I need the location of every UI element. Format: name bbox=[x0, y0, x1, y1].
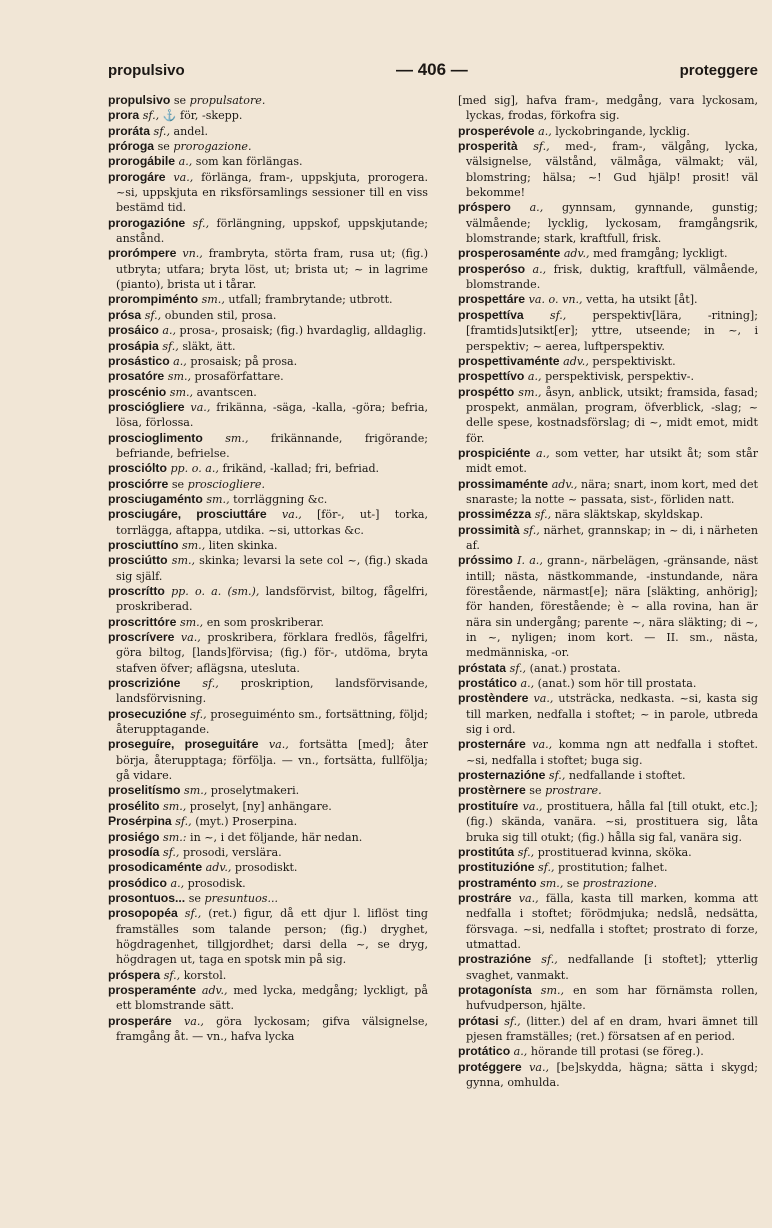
grammar-label: sf., bbox=[144, 308, 162, 322]
dictionary-entry bbox=[458, 860, 758, 875]
translation: proskribera, förklara fredlös, fågelfri, göra biltog, [lands]förvisa; (fig.) för-, utdöma, bryta stafven öfver; aflägsna, utesluta. bbox=[116, 631, 428, 675]
grammar-label: a., bbox=[162, 324, 177, 338]
dictionary-entry bbox=[108, 477, 428, 492]
grammar-label: va. o. vn., bbox=[528, 293, 583, 307]
grammar-label: sm.: bbox=[163, 830, 187, 844]
translation: perspektiviskt. bbox=[592, 354, 676, 368]
headword: prostèndere bbox=[458, 691, 529, 706]
translation: en som proskriberar. bbox=[206, 615, 324, 629]
dictionary-entry bbox=[108, 108, 428, 123]
grammar-label: sm., bbox=[540, 983, 565, 997]
headword: prosontuos... bbox=[108, 890, 186, 905]
grammar-label: va., bbox=[529, 1060, 550, 1074]
translation: (anat.) prostata. bbox=[529, 661, 621, 675]
headword: prosciugaménto bbox=[108, 491, 203, 506]
grammar-label: sf., bbox=[175, 815, 192, 829]
headword: protático bbox=[458, 1044, 511, 1059]
grammar-label: adv., bbox=[201, 983, 228, 997]
grammar-label: a., bbox=[513, 1045, 528, 1059]
dictionary-entry bbox=[108, 170, 428, 216]
headword: prosperaménte bbox=[108, 982, 197, 997]
dictionary-entry bbox=[108, 891, 428, 906]
headword: prosciógliere bbox=[108, 399, 185, 414]
dictionary-entry bbox=[108, 1014, 428, 1045]
headword: prosopopéa bbox=[108, 906, 178, 921]
dictionary-entry bbox=[108, 553, 428, 584]
page-number: — 406 — bbox=[396, 60, 468, 79]
grammar-label: sm., bbox=[184, 784, 208, 798]
headword: próroga bbox=[108, 139, 155, 154]
dictionary-entry bbox=[108, 139, 428, 154]
cross-reference: prorogazione. bbox=[173, 140, 252, 154]
grammar-label: sm., bbox=[201, 293, 225, 307]
dictionary-entry bbox=[458, 124, 758, 139]
translation: gynnsam, gynnande, gunstig; välmående; lycklig, lyckosam, framgångsrik, blomstrande; stark, kraftfull, frisk. bbox=[466, 201, 758, 246]
headword: propulsivo bbox=[108, 93, 171, 107]
translation: nedfallande i stoftet. bbox=[568, 769, 686, 783]
dictionary-entry bbox=[108, 906, 428, 967]
dictionary-entry bbox=[108, 216, 428, 247]
headword: prosélito bbox=[108, 798, 160, 813]
dictionary-entry bbox=[108, 461, 428, 476]
headword: prosáico bbox=[108, 323, 159, 338]
grammar-label: va., bbox=[180, 631, 201, 645]
headword: Prosérpina bbox=[108, 814, 172, 829]
grammar-label: sm., bbox=[167, 370, 192, 384]
headword: prosciugáre, prosciuttáre bbox=[108, 507, 267, 522]
grammar-label: sf., bbox=[190, 707, 207, 721]
dictionary-entry bbox=[458, 1014, 758, 1045]
dictionary-entry bbox=[458, 799, 758, 845]
dictionary-entry bbox=[108, 799, 428, 814]
grammar-label: sm., bbox=[179, 615, 204, 629]
translation: nära släktskap, skyldskap. bbox=[554, 508, 704, 522]
translation: prostitution; falhet. bbox=[558, 861, 668, 875]
grammar-label: a., bbox=[520, 677, 535, 691]
translation: prosodiskt. bbox=[234, 861, 298, 875]
translation: perspektivisk, perspektiv-. bbox=[545, 370, 695, 384]
grammar-label: sf., bbox=[548, 769, 566, 783]
headword: prosciólto bbox=[108, 461, 167, 476]
headword: prorómpere bbox=[108, 246, 177, 261]
headword: proscioglimento bbox=[108, 430, 203, 445]
headword: prosodía bbox=[108, 844, 160, 859]
left-column bbox=[108, 93, 428, 1208]
translation: frikänna, -säga, -kalla, -göra; befria, lösa, förlossa. bbox=[116, 400, 428, 430]
dictionary-entry bbox=[458, 262, 758, 293]
translation: ⚓ för, -skepp. bbox=[162, 109, 243, 123]
headword: prostático bbox=[458, 676, 517, 691]
headword: prosecuzióne bbox=[108, 706, 187, 721]
grammar-label: sm., bbox=[518, 385, 542, 399]
headword: prosápia bbox=[108, 338, 159, 353]
dictionary-entry bbox=[108, 492, 428, 507]
headword: protagonísta bbox=[458, 982, 532, 997]
grammar-label: va., bbox=[281, 508, 302, 522]
grammar-label: sf., bbox=[504, 1014, 521, 1028]
translation: [för-, ut-] torka, torrlägga, aftappa, utdika. ~si, uttorkas &c. bbox=[116, 508, 428, 537]
translation: som kan förlängas. bbox=[195, 155, 303, 169]
translation: perspektiv[lära, -ritning]; [framtids]utsikt[er]; yttre, utseende; in ~, i perspektiv; ~ aerea, luftperspektiv. bbox=[466, 308, 758, 353]
grammar-label: sf., bbox=[184, 907, 202, 921]
translation: nära; snart, inom kort, med det snaraste; la notte ~ passata, sist-, förliden natt. bbox=[466, 477, 758, 506]
dictionary-entry bbox=[108, 860, 428, 875]
translation: prostituera, hålla fal [till otukt, etc.]; (fig.) skända, vanära. ~si, prostituera sig, låta bruka sig till otukt; (fig.) hålla sig fal, vanära sig. bbox=[466, 799, 758, 844]
grammar-label: sf., bbox=[549, 308, 567, 322]
grammar-label: sm., bbox=[171, 554, 196, 568]
headword: prossimaménte bbox=[458, 476, 549, 491]
headword: próstata bbox=[458, 660, 507, 675]
headword: próssimo bbox=[458, 553, 513, 568]
grammar-label: vn., bbox=[182, 247, 203, 261]
dictionary-entry bbox=[458, 768, 758, 783]
headword: próspero bbox=[458, 200, 511, 215]
translation: se bbox=[157, 140, 170, 154]
page-header bbox=[108, 58, 758, 82]
translation: skinka; levarsi la sete col ~, (fig.) skada sig själf. bbox=[116, 554, 428, 583]
grammar-label: adv., bbox=[563, 354, 589, 368]
translation: fortsätta [med]; åter börja, återupptaga; förfölja. — vn., fortsätta, fullfölja; gå vidare. bbox=[116, 738, 428, 783]
translation: prosa-, prosaisk; (fig.) hvardaglig, alldaglig. bbox=[179, 324, 427, 338]
headword: prosciórre bbox=[108, 476, 169, 491]
dictionary-entry bbox=[458, 737, 758, 768]
cross-reference: propulsatore. bbox=[189, 94, 266, 107]
grammar-label: a., bbox=[536, 446, 550, 460]
dictionary-entry bbox=[108, 385, 428, 400]
translation: se bbox=[529, 784, 542, 798]
translation: prosaförfattare. bbox=[194, 370, 284, 384]
grammar-label: va., bbox=[518, 891, 539, 905]
headword: prostituíre bbox=[458, 798, 519, 813]
translation: släkt, ätt. bbox=[182, 339, 236, 353]
headword: prostrazióne bbox=[458, 952, 532, 967]
right-column bbox=[458, 93, 758, 1208]
translation: som vetter, har utsikt åt; som står midt emot. bbox=[466, 446, 758, 476]
grammar-label: sf., bbox=[538, 861, 555, 875]
grammar-label: a., bbox=[170, 876, 185, 890]
translation: frikänd, -kallad; fri, befriad. bbox=[222, 462, 380, 476]
translation: korstol. bbox=[183, 968, 227, 982]
headword: prosperáre bbox=[108, 1013, 172, 1028]
translation: (anat.) som hör till prostata. bbox=[537, 677, 697, 691]
dictionary-entry bbox=[108, 538, 428, 553]
dictionary-entry bbox=[458, 139, 758, 200]
dictionary-entry bbox=[458, 507, 758, 522]
headword: prosciuttíno bbox=[108, 537, 179, 552]
cross-reference: prosciogliere. bbox=[187, 477, 265, 491]
grammar-label: sf., bbox=[533, 140, 550, 154]
headword: proscrittóre bbox=[108, 614, 177, 629]
grammar-label: sm., bbox=[225, 431, 249, 445]
translation: närhet, grannskap; in ~ di, i närheten af. bbox=[466, 523, 758, 552]
grammar-label: va., bbox=[190, 400, 211, 414]
grammar-label: I. a., bbox=[517, 554, 543, 568]
translation: göra lyckosam; gifva välsignelse, framgång åt. — vn., hafva lycka bbox=[116, 1014, 428, 1043]
dictionary-entry bbox=[108, 93, 428, 108]
grammar-label: a., bbox=[529, 201, 544, 215]
headword: protéggere bbox=[458, 1059, 522, 1074]
grammar-label: sm., bbox=[540, 876, 564, 890]
headword: prosperévole bbox=[458, 123, 535, 138]
dictionary-entry bbox=[108, 369, 428, 384]
translation: in ~, i det följande, här nedan. bbox=[190, 830, 363, 844]
grammar-label: sf., bbox=[153, 124, 170, 138]
dictionary-entry bbox=[108, 630, 428, 676]
dictionary-entry bbox=[108, 830, 428, 845]
headword: prorompiménto bbox=[108, 292, 199, 307]
headword: prosiégo bbox=[108, 829, 160, 844]
grammar-label: va., bbox=[533, 692, 554, 706]
translation: obunden stil, prosa. bbox=[164, 308, 277, 322]
headword: prostráre bbox=[458, 890, 512, 905]
headword: prospétto bbox=[458, 384, 515, 399]
dictionary-entry bbox=[458, 446, 758, 477]
headword: prostituzióne bbox=[458, 860, 535, 875]
dictionary-entry bbox=[108, 507, 428, 538]
translation: förlängning, uppskof, uppskjutande; anstånd. bbox=[116, 216, 428, 246]
guide-word-right: proteggere bbox=[679, 62, 758, 79]
headword: proscénio bbox=[108, 384, 167, 399]
grammar-label: sf., bbox=[541, 953, 558, 967]
grammar-label: sm., bbox=[169, 385, 194, 399]
headword: proráta bbox=[108, 123, 150, 138]
grammar-label: sf., bbox=[192, 216, 210, 230]
dictionary-entry bbox=[108, 354, 428, 369]
headword: prosciútto bbox=[108, 553, 168, 568]
headword: prospettívo bbox=[458, 369, 525, 384]
translation: landsförvist, biltog, fågelfri, proskriberad. bbox=[116, 585, 428, 614]
translation: torrläggning &c. bbox=[233, 492, 328, 506]
translation: proselytmakeri. bbox=[210, 784, 300, 798]
dictionary-entry bbox=[458, 246, 758, 261]
headword: prospiciénte bbox=[458, 445, 531, 460]
translation: prosodisk. bbox=[187, 876, 246, 890]
grammar-label: va., bbox=[522, 799, 543, 813]
translation: proseguiménto sm., fortsättning, följd; återupptagande. bbox=[116, 707, 428, 737]
headword: prosatóre bbox=[108, 369, 165, 384]
dictionary-entry bbox=[108, 783, 428, 798]
grammar-label: va., bbox=[183, 1014, 204, 1028]
dictionary-entry bbox=[108, 983, 428, 1014]
dictionary-entry bbox=[458, 477, 758, 508]
grammar-label: sf., bbox=[162, 339, 179, 353]
grammar-label: sf., bbox=[142, 109, 160, 123]
dictionary-entry bbox=[108, 845, 428, 860]
translation: (litter.) del af en dram, hvari ämnet till pjesen framställes; (ret.) försatsen af en period. bbox=[466, 1014, 758, 1043]
translation: se bbox=[188, 891, 201, 905]
translation: fälla, kasta till marken, komma att nedfalla i stoftet; förödmjuka; nedslå, nedsätta, försvaga. ~si, nedfalla i stoftet; prostrato di forze, utmattad. bbox=[466, 891, 758, 951]
translation: avantscen. bbox=[196, 385, 257, 399]
grammar-label: a., bbox=[173, 354, 187, 368]
translation: nedfallande [i stoftet]; ytterlig svaghet, vanmakt. bbox=[466, 953, 758, 982]
headword: prora bbox=[108, 108, 140, 123]
headword: proscrívere bbox=[108, 630, 175, 645]
headword: prosperosaménte bbox=[458, 246, 561, 261]
headword: prosternáre bbox=[458, 737, 526, 752]
dictionary-entry bbox=[458, 661, 758, 676]
translation: åsyn, anblick, utsikt; framsida, fasad; prospekt, anmälan, program, öfverblick, -slag; ~ delle spese, kostnadsförslag; di ~, midt emot, midt för. bbox=[466, 385, 758, 445]
dictionary-entry bbox=[108, 154, 428, 169]
dictionary-entry bbox=[108, 308, 428, 323]
headword: prosperità bbox=[458, 139, 518, 154]
dictionary-entry bbox=[458, 676, 758, 691]
dictionary-entry bbox=[108, 431, 428, 462]
translation: [med sig], hafva fram-, medgång, vara lyckosam, lyckas, frodas, förkofra sig. bbox=[458, 94, 758, 123]
dictionary-entry bbox=[458, 553, 758, 660]
dictionary-entry bbox=[458, 292, 758, 307]
dictionary-entry bbox=[108, 707, 428, 738]
translation: se bbox=[173, 94, 187, 107]
translation: (ret.) figur, då ett djur l. liflöst ting framställes som talande person; (fig.) dryghet, högdragenhet, tillgjordhet; darsi della ~, se dryg, högdragen ut, taga en spotsk min på sig. bbox=[116, 907, 428, 967]
translation: [be]skydda, hägna; sätta i skygd; gynna, omhulda. bbox=[466, 1060, 758, 1089]
headword: prossimézza bbox=[458, 507, 532, 522]
translation: proskription, landsförvisande, landsförvisning. bbox=[116, 677, 428, 706]
translation: grann-, närbelägen, -gränsande, näst intill; nästa, nästkommande, -instundande, nära förestående, närmast[e]; nära [släkting, anhörig]; för handen, förestående; è ~ alla rovina, han är nära sin undergång; parente ~, nära släkting; di ~, in ~, nyligen; inom kort. — II. sm., nästa, medmänniska, -or. bbox=[466, 554, 758, 660]
grammar-label: sf., bbox=[202, 677, 219, 691]
translation: komma ngn att nedfalla i stoftet. ~si, nedfalla i stoftet; buga sig. bbox=[466, 738, 758, 767]
headword: prosódico bbox=[108, 875, 167, 890]
grammar-label: sf., bbox=[523, 523, 540, 537]
translation: vetta, ha utsikt [åt]. bbox=[586, 293, 698, 307]
translation: se bbox=[171, 477, 185, 491]
grammar-label: sf., bbox=[534, 508, 552, 522]
dictionary-entry bbox=[108, 124, 428, 139]
dictionary-entry bbox=[458, 952, 758, 983]
dictionary-entry bbox=[108, 968, 428, 983]
grammar-label: adv., bbox=[205, 861, 232, 875]
grammar-label: a., bbox=[527, 370, 542, 384]
dictionary-entry bbox=[458, 308, 758, 354]
dictionary-entry bbox=[108, 876, 428, 891]
headword: prósa bbox=[108, 307, 142, 322]
grammar-label: a., bbox=[178, 155, 193, 169]
dictionary-entry bbox=[108, 292, 428, 307]
translation: utsträcka, nedkasta. ~si, kasta sig till marken, nedfalla i stoftet; ~ in parole, utbreda sig i ord. bbox=[466, 692, 758, 737]
dictionary-entry bbox=[458, 1044, 758, 1059]
grammar-label: sm., bbox=[163, 799, 187, 813]
translation: prosodi, verslära. bbox=[183, 845, 282, 859]
dictionary-entry bbox=[458, 983, 758, 1014]
grammar-label: a., bbox=[538, 124, 552, 138]
headword: prospettíva bbox=[458, 307, 524, 322]
grammar-label: sm., bbox=[206, 492, 230, 506]
dictionary-entry bbox=[458, 891, 758, 952]
grammar-label: sf., bbox=[163, 968, 181, 982]
grammar-label: sf., bbox=[163, 845, 180, 859]
cross-reference: prostrazione. bbox=[582, 876, 658, 890]
headword: prosperóso bbox=[458, 261, 526, 276]
dictionary-entry bbox=[108, 615, 428, 630]
guide-word-left: propulsivo bbox=[108, 62, 185, 79]
dictionary-entry bbox=[458, 93, 758, 124]
headword: prorogábile bbox=[108, 154, 176, 169]
translation: proselyt, [ny] anhängare. bbox=[189, 799, 332, 813]
grammar-label: va., bbox=[173, 170, 194, 184]
headword: prosternazióne bbox=[458, 768, 546, 783]
dictionary-entry bbox=[108, 814, 428, 829]
headword: prostraménto bbox=[458, 875, 537, 890]
translation: se bbox=[566, 876, 580, 890]
translation: utfall; frambrytande; utbrott. bbox=[228, 293, 393, 307]
translation: förlänga, fram-, uppskjuta, prorogera. ~si, uppskjuta en riksförsamlings sessioner till en viss bestämd tid. bbox=[116, 170, 428, 215]
cross-reference: presuntuos... bbox=[204, 891, 279, 905]
dictionary-entry bbox=[458, 783, 758, 798]
grammar-label: a., bbox=[532, 262, 547, 276]
headword: prosástico bbox=[108, 353, 170, 368]
headword: prostitúta bbox=[458, 844, 515, 859]
grammar-label: va., bbox=[532, 738, 553, 752]
translation: hörande till protasi (se föreg.). bbox=[530, 1045, 704, 1059]
dictionary-entry bbox=[108, 323, 428, 338]
dictionary-entry bbox=[108, 400, 428, 431]
cross-reference: prostrare. bbox=[545, 784, 602, 798]
dictionary-entry bbox=[458, 523, 758, 554]
dictionary-entry bbox=[458, 691, 758, 737]
headword: prosodicaménte bbox=[108, 860, 203, 875]
dictionary-entry bbox=[458, 354, 758, 369]
translation: lyckobringande, lycklig. bbox=[555, 124, 690, 138]
grammar-label: pp. o. a. (sm.), bbox=[171, 585, 260, 598]
translation: med framgång; lyckligt. bbox=[593, 247, 728, 261]
dictionary-entry bbox=[108, 584, 428, 615]
headword: proscrizióne bbox=[108, 676, 181, 691]
dictionary-entry bbox=[458, 200, 758, 246]
translation: med-, fram-, välgång, lycka, välsignelse, välstånd, välmåga, välmakt; väl, blomstring; hälsa; ~! Gud hjälp! prosit! väl bekomme! bbox=[466, 140, 758, 200]
headword: proscrítto bbox=[108, 584, 165, 598]
translation: andel. bbox=[173, 124, 209, 138]
headword: proselitísmo bbox=[108, 783, 181, 798]
headword: prótasi bbox=[458, 1013, 499, 1028]
grammar-label: adv., bbox=[551, 477, 578, 491]
translation: (myt.) Proserpina. bbox=[195, 815, 298, 829]
grammar-label: pp. o. a., bbox=[170, 462, 219, 476]
dictionary-entry bbox=[108, 246, 428, 292]
translation: en som har förnämsta rollen, hufvudperson, hjälte. bbox=[466, 983, 758, 1013]
translation: prosaisk; på prosa. bbox=[190, 354, 298, 368]
translation: prostituerad kvinna, sköka. bbox=[537, 845, 692, 859]
dictionary-entry bbox=[458, 369, 758, 384]
headword: prorogáre bbox=[108, 169, 166, 184]
headword: prostèrnere bbox=[458, 783, 526, 798]
headword: prospettivaménte bbox=[458, 353, 560, 368]
dictionary-entry bbox=[108, 737, 428, 783]
grammar-label: sm., bbox=[181, 538, 206, 552]
grammar-label: va., bbox=[268, 738, 289, 752]
headword: proseguíre, proseguitáre bbox=[108, 737, 259, 752]
dictionary-entry bbox=[108, 339, 428, 354]
headword: prossimità bbox=[458, 522, 520, 537]
dictionary-entry bbox=[108, 676, 428, 707]
dictionary-entry bbox=[458, 876, 758, 891]
grammar-label: adv., bbox=[563, 247, 590, 261]
translation: med lycka, medgång; lyckligt, på ett blomstrande sätt. bbox=[116, 983, 428, 1013]
headword: próspera bbox=[108, 967, 161, 982]
grammar-label: sf., bbox=[517, 845, 535, 859]
translation: frikännande, frigörande; befriande, befrielse. bbox=[116, 431, 428, 460]
translation: frisk, duktig, kraftfull, välmående, blomstrande. bbox=[466, 262, 758, 292]
headword: prospettáre bbox=[458, 292, 526, 307]
dictionary-entry bbox=[458, 385, 758, 446]
grammar-label: sf., bbox=[509, 661, 527, 675]
headword: prorogazióne bbox=[108, 215, 186, 230]
dictionary-entry bbox=[458, 1060, 758, 1091]
translation: frambryta, störta fram, rusa ut; (fig.) utbryta; utfara; bryta löst, ut; brista ut; ~ in lagrime (pianto), brista ut i tårar. bbox=[116, 247, 428, 292]
translation: liten skinka. bbox=[208, 538, 278, 552]
dictionary-entry bbox=[458, 845, 758, 860]
